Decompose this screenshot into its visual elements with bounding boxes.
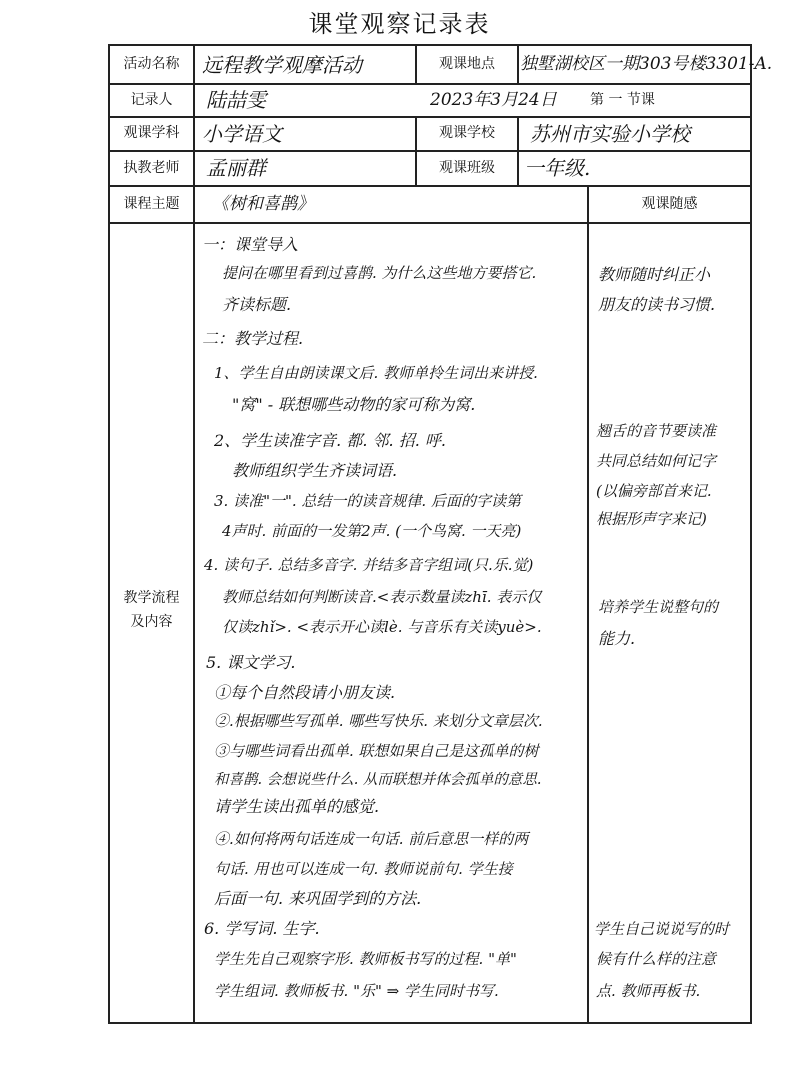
notes-line: 学生自己说说写的时: [594, 920, 730, 938]
col-divider: [517, 44, 519, 84]
notes-line: 根据形声字来记): [596, 510, 707, 528]
col-divider: [587, 185, 589, 1024]
notes-header: 观课随感: [641, 195, 698, 212]
process-line: 3. 读准"一". 总结一的读音规律. 后面的字读第: [214, 492, 521, 510]
notes-line: 共同总结如何记字: [596, 452, 717, 470]
process-line: ①每个自然段请小朋友读.: [214, 683, 396, 702]
notes-line: (以偏旁部首来记.: [596, 482, 712, 500]
process-line: 请学生读出孤单的感觉.: [214, 797, 380, 816]
subject-value: 小学语文: [202, 121, 282, 146]
process-line: 5. 课文学习.: [206, 653, 296, 672]
teacher-value: 孟丽群: [206, 156, 266, 180]
process-line: 二：教学过程.: [202, 329, 304, 348]
process-line: 4声时. 前面的一发第2声. (一个鸟窝. 一天亮): [222, 522, 522, 540]
location-label: 观课地点: [439, 56, 495, 73]
process-line: ④.如何将两句话连成一句话. 前后意思一样的两: [214, 830, 529, 848]
process-line: ③与哪些词看出孤单. 联想如果自己是这孤单的树: [214, 742, 539, 760]
col-divider: [517, 116, 519, 186]
recorder-label: 记录人: [130, 91, 173, 108]
process-line: 仅读zhǐ>. <表示开心读lè. 与音乐有关读yuè>.: [222, 618, 542, 636]
process-line: 一：课堂导入: [202, 235, 299, 254]
process-label-line: 及内容: [130, 614, 173, 630]
notes-line: 朋友的读书习惯.: [598, 295, 716, 314]
period-value: 第 一 节课: [590, 91, 655, 108]
process-line: 1、学生自由朗读课文后. 教师单拎生词出来讲授.: [214, 364, 538, 382]
process-line: 学生先自己观察字形. 教师板书写的过程. "单": [214, 950, 517, 968]
notes-line: 点. 教师再板书.: [596, 982, 701, 1000]
date-value: 2023年3月24日: [430, 89, 557, 110]
process-line: 和喜鹊. 会想说些什么. 从而联想并体会孤单的意思.: [214, 772, 542, 788]
process-label: [110, 580, 193, 640]
theme-value: 《树和喜鹊》: [212, 193, 314, 214]
school-value: 苏州市实验小学校: [530, 121, 690, 146]
process-line: 学生组词. 教师板书. "乐" ⇒ 学生同时书写.: [214, 982, 499, 1000]
activity-name-label: 活动名称: [123, 56, 180, 73]
form-title: 课堂观察记录表: [308, 10, 491, 38]
subject-label: 观课学科: [123, 125, 180, 142]
process-line: 句话. 用也可以连成一句. 教师说前句. 学生接: [214, 860, 513, 878]
process-line: 齐读标题.: [222, 295, 292, 314]
process-label-line: 教学流程: [123, 589, 180, 606]
notes-line: 候有什么样的注意: [596, 950, 717, 968]
process-line: 提问在哪里看到过喜鹊. 为什么这些地方要搭它.: [222, 264, 537, 282]
col-divider: [193, 44, 195, 1024]
location-value: 独墅湖校区一期303号楼3301-A.: [520, 54, 773, 75]
process-line: 教师总结如何判断读音.<表示数量读zhī. 表示仅: [222, 588, 542, 606]
notes-line: 能力.: [598, 629, 636, 648]
process-line: "窝" - 联想哪些动物的家可称为窝.: [232, 395, 476, 414]
class-label: 观课班级: [439, 159, 495, 176]
notes-line: 翘舌的音节要读准: [596, 422, 717, 440]
row-divider: [108, 222, 752, 224]
activity-name-value: 远程教学观摩活动: [202, 52, 362, 77]
teacher-label: 执教老师: [123, 159, 180, 176]
theme-label: 课程主题: [123, 195, 180, 212]
class-value: 一年级.: [524, 156, 591, 180]
process-line: ②.根据哪些写孤单. 哪些写快乐. 来划分文章层次.: [214, 712, 543, 730]
process-line: 教师组织学生齐读词语.: [232, 461, 398, 480]
process-line: 后面一句. 来巩固学到的方法.: [214, 889, 422, 908]
school-label: 观课学校: [439, 125, 495, 142]
notes-line: 教师随时纠正小: [598, 265, 711, 284]
recorder-value: 陆喆雯: [206, 88, 266, 112]
process-line: 6. 学写词. 生字.: [204, 919, 320, 938]
notes-line: 培养学生说整句的: [598, 598, 719, 616]
process-line: 4. 读句子. 总结多音字. 并结多音字组词(只.乐.觉): [204, 556, 534, 574]
process-line: 2、学生读准字音. 都. 邻. 招. 呼.: [214, 431, 446, 450]
